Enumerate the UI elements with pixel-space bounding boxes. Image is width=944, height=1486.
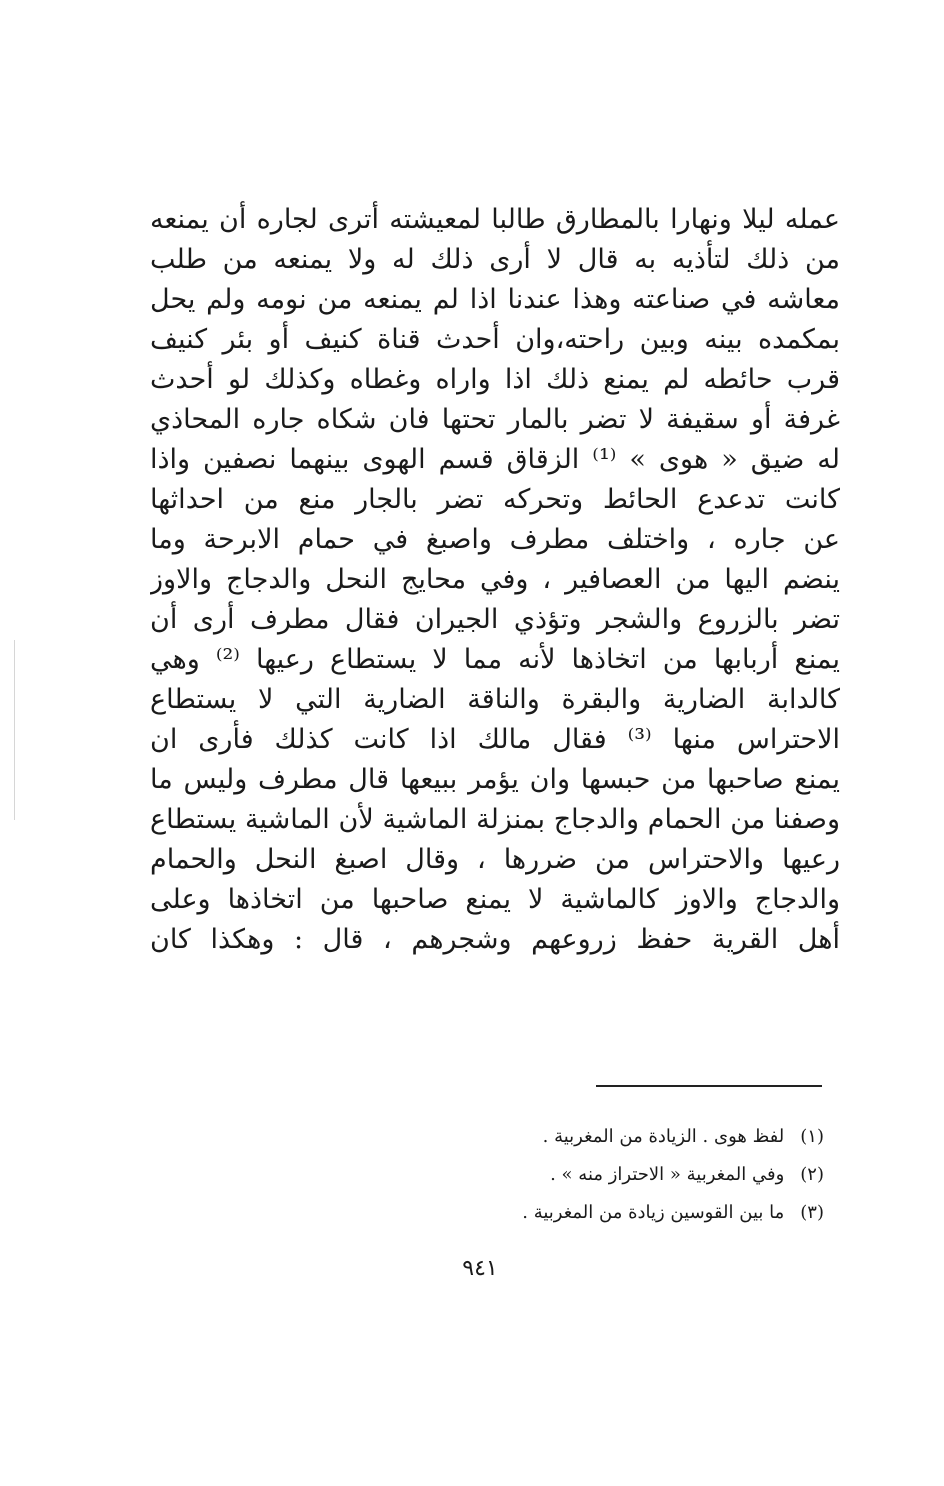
text-line: وصفنا من الحمام والدجاج بمنزلة الماشية لأن الماشية يستطاع: [150, 804, 840, 835]
text-line: كالدابة الضارية والبقرة والناقة الضارية التي لا يستطاع: [150, 684, 840, 715]
text-line: تضر بالزروع والشجر وتؤذي الجيران فقال مطرف أرى أن: [150, 604, 840, 635]
footnote-3: [324, 1194, 824, 1232]
body-text: [150, 200, 840, 960]
text-line: عمله ليلا ونهارا بالمطارق طالبا لمعيشته أترى لجاره أن يمنعه: [150, 204, 840, 235]
footnotes: [324, 1118, 824, 1232]
text-line: غرفة أو سقيفة لا تضر بالمار تحتها فان شكاه جاره المحاذي: [150, 404, 840, 435]
text-line: من ذلك لتأذيه به قال لا أرى ذلك له ولا يمنعه من طلب: [150, 244, 840, 275]
footnote-marker: (٣): [800, 1202, 824, 1223]
scan-margin-mark: [14, 640, 15, 820]
text-line: والدجاج والاوز كالماشية لا يمنع صاحبها من اتخاذها وعلى: [150, 884, 840, 915]
footnote-separator: [596, 1085, 822, 1087]
footnote-text: لفظ هوى . الزيادة من المغربية .: [542, 1126, 785, 1147]
text-line: قرب حائطه لم يمنع ذلك اذا واراه وغطاه وكذلك لو أحدث: [150, 364, 840, 395]
footnote-text: وفي المغربية « الاحتراز منه » .: [550, 1164, 785, 1185]
footnote-marker: (٢): [800, 1164, 824, 1185]
text-line: معاشه في صناعته وهذا عندنا اذا لم يمنعه من نومه ولم يحل: [150, 284, 840, 315]
footnote-text: ما بين القوسين زيادة من المغربية .: [522, 1202, 785, 1223]
text-line: أهل القرية حفظ زروعهم وشجرهم ، قال : وهكذا كان: [150, 924, 840, 955]
text-line: ينضم اليها من العصافير ، وفي محايج النحل والدجاج والاوز: [150, 564, 840, 595]
page-number: ٩٤١: [462, 1256, 498, 1281]
text-line: عن جاره ، واختلف مطرف واصبغ في حمام الابرحة وما: [150, 524, 840, 555]
footnote-marker: (١): [800, 1126, 824, 1147]
footnote-1: [324, 1118, 824, 1156]
text-line: يمنع صاحبها من حبسها وان يؤمر ببيعها قال مطرف وليس ما: [150, 764, 840, 795]
text-line: يمنع أربابها من اتخاذها لأنه مما لا يستطاع رعيها ⁽²⁾ وهي: [150, 644, 840, 675]
text-line: بمكمده بينه وبين راحته،وان أحدث قناة كنيف أو بئر كنيف: [150, 324, 840, 355]
text-line: رعيها والاحتراس من ضررها ، وقال اصبغ النحل والحمام: [150, 844, 840, 875]
text-line: الاحتراس منها ⁽³⁾ فقال مالك اذا كانت كذلك فأرى ان: [150, 724, 840, 755]
footnote-2: [324, 1156, 824, 1194]
text-line: كانت تدعدع الحائط وتحركه تضر بالجار منع من احداثها: [150, 484, 840, 515]
text-line: له ضيق « هوى » ⁽¹⁾ الزقاق قسم الهوى بينهما نصفين واذا: [150, 444, 840, 475]
